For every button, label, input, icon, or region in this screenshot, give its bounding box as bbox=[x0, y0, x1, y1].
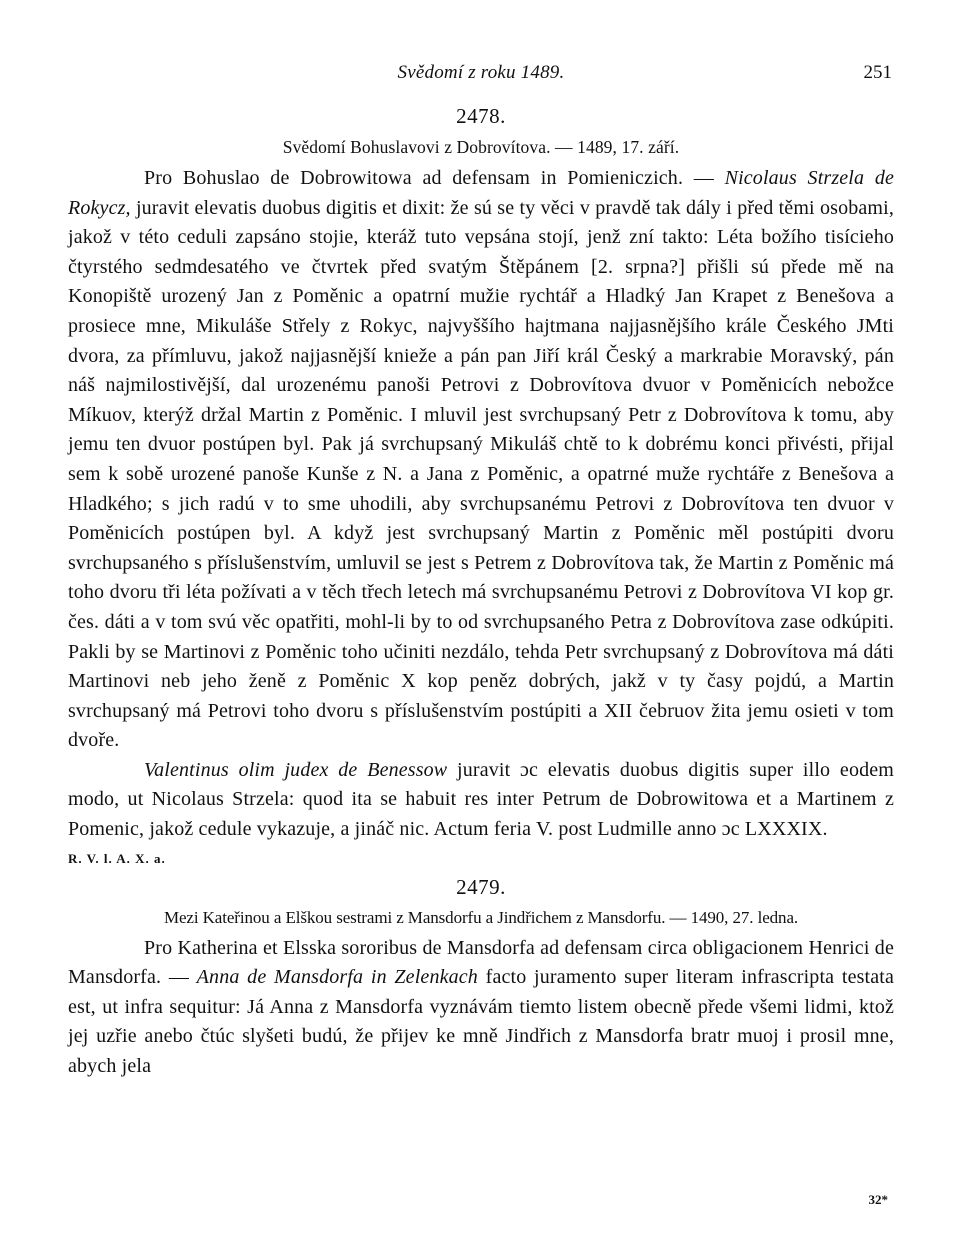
document-2479 bbox=[68, 875, 894, 1082]
running-head bbox=[68, 56, 894, 96]
book-page bbox=[68, 56, 894, 1082]
document-paragraph bbox=[68, 164, 894, 756]
document-heading: Svědomí Bohuslavovi z Dobrovítova. — 1489, 17. září. bbox=[282, 137, 680, 157]
page-number: 251 bbox=[863, 62, 892, 83]
sheet-signature-mark: 32* bbox=[868, 1192, 888, 1207]
document-heading: Mezi Kateřinou a Elškou sestrami z Mansdorfu a Jindřichem z Mansdorfu. — 1490, 27. ledna. bbox=[163, 907, 799, 927]
paragraph-text: juravit elevatis duobus digitis et dixit: že sú se ty věci v pravdě tak dály i před těmi osobami, jakož v této ceduli zapsáno stojie, kteráž tuto vepsána stojí, jenž zní takto: Léta božího tisícieho čtyrstého sedmdesatého ve čtvrtek před svatým Štěpánem [2. srpna?] přišli sú přede mě na Konopiště urozený Jan z Poměnic a opatrní mužie rychtář a Hladký Jan Krapet z Benešova a prosiece mne, Mikuláše Střely z Rokyc, najvyššího hajtmana najjasnějšího krále Českého JMti dvora, za přímluvu, jakož najjasnější knieže a pán pan Jiří král Český a markrabie Moravský, pán náš najmilostivější, dal urozenému panoši Petrovi z Dobrovítova dvuor v Poměnicích nebožce Míkuov, kterýž držal Martin z Poměnic. I mluvil jest svrchupsaný Petr z Dobrovítova k tomu, aby jemu ten dvuor postúpen byl. Pak já svrchupsaný Mikuláš chtě to k dobrému konci přivésti, přijal sem k sobě urozené panoše Kunše z N. a Jana z Poměnic, a opatrné muže rychtáře z Benešova a Hladkého; s jich radú v to sme uhodili, aby svrchupsanému Petrovi z Dobrovítova ten dvuor v Poměnicích postúpen byl. A když jest svrchupsaný Martin z Poměnic měl postúpiti dvoru svrchupsaného s příslušenstvím, umluvil se jest s Petrem z Dobrovítova tak, že Martin z Poměnic má toho dvoru tři léta požívati a v těch třech letech má svrchupsanému Petrovi z Dobrovítova VI kop gr. čes. dáti a v tom svú věc opatřiti, mohl-li by to od svrchupsaného Petra z Dobrovítova zase odkúpiti. Pakli by se Martinovi z Poměnic toho učiniti nezdálo, tehda Petr svrchupsaný z Dobrovítova má dáti Martinovi neb jeho ženě z Poměnic X kop peněz dobrých, jakž v ty časy pojdú, a Martin svrchupsaný má Petrovi toho dvoru s příslušenstvím postúpiti a XII čebruov žita jemu osieti v tom dvoře. bbox=[68, 196, 894, 752]
paragraph-text: Pro Katherina et Elsska sororibus de Mansdorfa ad defensam circa obligacionem Henrici de Mansdorfa. — bbox=[68, 936, 894, 989]
paragraph-text: facto juramento super literam infrascripta testata est, ut infra sequitur: Já Anna z Mansdorfa vyznávám tiemto listem obecně přede všemi lidmi, ktož jej uzřie anebo čtúc slyšeti budú, že přijev ke mně Jindřich z Mansdorfa bratr muoj i prosil mne, abych jela bbox=[68, 966, 894, 1078]
running-title: Svědomí z roku 1489. bbox=[397, 62, 565, 83]
paragraph-text: juravit ɔc elevatis duobus digitis super illo eodem modo, ut Nicolaus Strzela: quod ita se habuit res inter Petrum de Dobrowitowa et a Martinem z Pomenic, jakož cedule vykazuje, a jináč nic. Actum feria V. post Ludmille anno ɔc LXXXIX. bbox=[68, 758, 894, 841]
document-paragraph bbox=[68, 756, 894, 845]
document-2478 bbox=[68, 104, 894, 867]
paragraph-text: Pro Bohuslao de Dobrowitowa ad defensam in Pomieniczich. — bbox=[144, 167, 725, 189]
archival-signature: R. V. l. A. X. a. bbox=[68, 850, 166, 866]
document-number: 2478. bbox=[456, 104, 506, 128]
witness-name: Nicolaus Strzela de Rokycz, bbox=[68, 167, 894, 219]
document-paragraph bbox=[68, 934, 894, 1082]
witness-name: Valentinus olim judex de Benessow bbox=[144, 758, 448, 781]
document-number: 2479. bbox=[456, 874, 506, 899]
witness-name: Anna de Mansdorfa in Zelenkach bbox=[196, 966, 478, 989]
